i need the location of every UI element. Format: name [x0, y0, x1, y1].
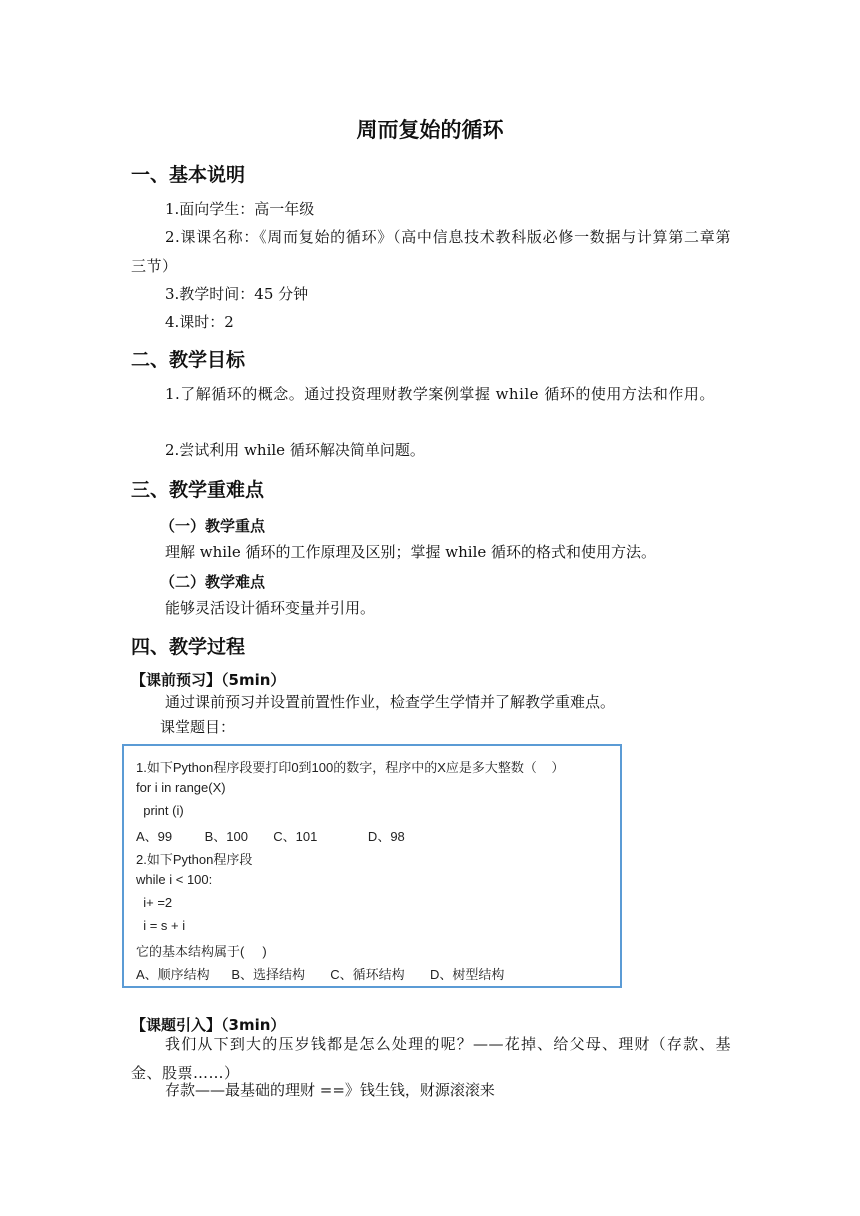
basic-item-2: 2.课课名称：《周而复始的循环》（高中信息技术教科版必修一数据与计算第二章第三节） — [131, 228, 731, 275]
key-text: 理解 while 循环的工作原理及区别；掌握 while 循环的格式和使用方法。 — [165, 543, 657, 561]
document-title: 周而复始的循环 — [356, 118, 504, 142]
quiz-line: i+ =2 — [136, 895, 173, 910]
quiz-line: print (i) — [136, 803, 184, 818]
goal-item-1: 1.了解循环的概念。通过投资理财教学案例掌握 while 循环的使用方法和作用。 — [165, 385, 715, 403]
intro-label: 【课题引入】（3min） — [131, 1016, 286, 1034]
section-heading-goals: 二、教学目标 — [131, 349, 246, 371]
basic-item-4: 4.课时：2 — [165, 313, 234, 331]
quiz-line: A、顺序结构 B、选择结构 C、循环结构 D、树型结构 — [136, 967, 505, 982]
basic-item-3: 3.教学时间：45 分钟 — [165, 285, 309, 303]
quiz-line: 它的基本结构属于( ) — [136, 944, 267, 959]
preview-text: 通过课前预习并设置前置性作业，检查学生学情并了解教学重难点。 — [165, 693, 616, 711]
goal-item-2: 2.尝试利用 while 循环解决简单问题。 — [165, 441, 425, 459]
quiz-line: for i in range(X) — [136, 780, 226, 795]
section-heading-process: 四、教学过程 — [131, 636, 246, 658]
intro-text: 我们从下到大的压岁钱都是怎么处理的呢？——花掉、给父母、理财（存款、基金、股票……） — [131, 1035, 731, 1082]
quiz-box — [122, 744, 622, 988]
quiz-line: A、99 B、100 C、101 D、98 — [136, 829, 405, 844]
quiz-line: 2.如下Python程序段 — [136, 852, 253, 867]
section-heading-basic: 一、基本说明 — [131, 164, 246, 186]
subheading-difficulty: （二）教学难点 — [160, 573, 266, 591]
section-heading-keypoints: 三、教学重难点 — [131, 479, 265, 501]
quiz-line: 1.如下Python程序段要打印0到100的数字，程序中的X应是多大整数（ ） — [136, 760, 565, 775]
difficulty-text: 能够灵活设计循环变量并引用。 — [165, 599, 376, 617]
preview-question-label: 课堂题目： — [160, 718, 236, 736]
intro-text-2: 存款——最基础的理财 ==》钱生钱，财源滚滚来 — [165, 1081, 495, 1099]
quiz-line: i = s + i — [136, 918, 186, 933]
quiz-line: while i < 100: — [136, 872, 213, 887]
basic-item-1: 1.面向学生：高一年级 — [165, 200, 315, 218]
subheading-key: （一）教学重点 — [160, 517, 266, 535]
preview-label: 【课前预习】（5min） — [131, 671, 286, 689]
